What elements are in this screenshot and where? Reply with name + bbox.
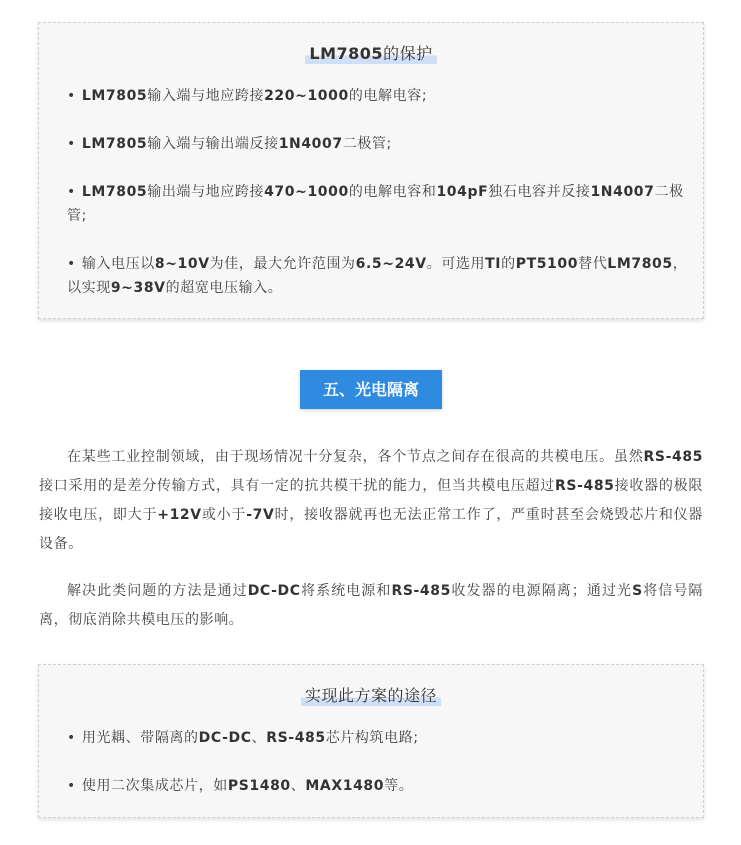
item-text: 输入端与输出端反接 [147, 136, 279, 152]
para-text: RS-485 [555, 478, 615, 494]
para-text: -7V [246, 507, 275, 523]
item-text: 芯片构筑电路; [325, 730, 419, 746]
item-text: ，以实现 [67, 256, 688, 296]
implementation-card [38, 664, 704, 818]
para-text: 在某些工业控制领域，由于现场情况十分复杂，各个节点之间存在很高的共模电压。虽然 [67, 449, 644, 465]
item-text: 的超宽电压输入。 [165, 280, 283, 296]
body-paragraph [39, 443, 703, 559]
item-text: 输出端与地应跨接 [147, 184, 265, 200]
item-text: LM7805 [81, 136, 148, 152]
para-text: DC-DC [247, 583, 301, 599]
item-text: 用光耦、带隔离的 [81, 730, 199, 746]
list-item [67, 84, 689, 108]
para-text: 接收器的极限接收电压，即大于 [39, 478, 703, 523]
item-text: LM7805 [81, 88, 148, 104]
title-strong: LM7805 [309, 44, 384, 63]
item-text: 6.5~24V [355, 256, 427, 272]
section-heading: 五、光电隔离 [300, 370, 442, 409]
item-text: 104pF [436, 184, 489, 200]
item-text: 使用二次集成芯片，如 [81, 778, 228, 794]
list-item [67, 774, 689, 798]
bullet-icon: • [67, 256, 76, 272]
item-text: 。可选用 [426, 256, 486, 272]
title-rest: 的保护 [383, 44, 433, 63]
item-text: LM7805 [607, 256, 673, 272]
item-text: 8~10V [154, 256, 210, 272]
implementation-card-title [39, 683, 703, 706]
protection-card [38, 22, 704, 319]
item-text: 1N4007 [590, 184, 655, 200]
item-text: TI [485, 256, 502, 272]
list-item [67, 726, 689, 750]
bullet-icon: • [67, 136, 76, 152]
item-text: 输入电压以 [81, 256, 155, 272]
protection-card-title [39, 41, 703, 64]
para-text: 接口采用的是差分传输方式，具有一定的抗共模干扰的能力，但当共模电压超过 [39, 478, 556, 494]
item-text: 470~1000 [264, 184, 349, 200]
para-text: 时，接收器就再也无法正常工作了，严重时甚至会烧毁芯片和仪器设备。 [39, 507, 703, 552]
item-text: 、 [251, 730, 267, 746]
title-text: 实现此方案的途径 [301, 683, 441, 706]
item-text: MAX1480 [305, 778, 385, 794]
item-text: 二极管; [67, 184, 684, 224]
para-text: RS-485 [643, 449, 703, 465]
item-text: PS1480 [227, 778, 291, 794]
bullet-icon: • [67, 730, 76, 746]
bullet-icon: • [67, 778, 76, 794]
list-item [67, 180, 689, 228]
bullet-icon: • [67, 88, 76, 104]
body-paragraph [39, 577, 703, 635]
list-item [67, 252, 689, 300]
item-text: RS-485 [266, 730, 326, 746]
item-text: 为佳，最大允许范围为 [209, 256, 356, 272]
bullet-icon: • [67, 184, 76, 200]
item-text: 1N4007 [278, 136, 343, 152]
para-text: RS-485 [391, 583, 451, 599]
para-text: 收发器的电源隔离；通过光 [450, 583, 633, 599]
para-text: 或小于 [201, 507, 247, 523]
para-text: S [632, 583, 643, 599]
item-text: 二极管; [342, 136, 392, 152]
para-text: 将系统电源和 [300, 583, 392, 599]
item-text: 替代 [578, 256, 608, 272]
list-item [67, 132, 689, 156]
item-text: 独石电容并反接 [488, 184, 591, 200]
item-text: 的 [501, 256, 516, 272]
item-text: LM7805 [81, 184, 148, 200]
para-text: 将信号隔离，彻底消除共模电压的影响。 [39, 583, 703, 628]
item-text: 9~38V [110, 280, 166, 296]
item-text: 、 [290, 778, 306, 794]
item-text: 等。 [384, 778, 414, 794]
item-text: 的电解电容; [348, 88, 428, 104]
item-text: 的电解电容和 [348, 184, 437, 200]
item-text: PT5100 [515, 256, 579, 272]
item-text: 输入端与地应跨接 [147, 88, 265, 104]
item-text: DC-DC [198, 730, 252, 746]
para-text: +12V [157, 507, 202, 523]
para-text: 解决此类问题的方法是通过 [67, 583, 248, 599]
item-text: 220~1000 [264, 88, 349, 104]
